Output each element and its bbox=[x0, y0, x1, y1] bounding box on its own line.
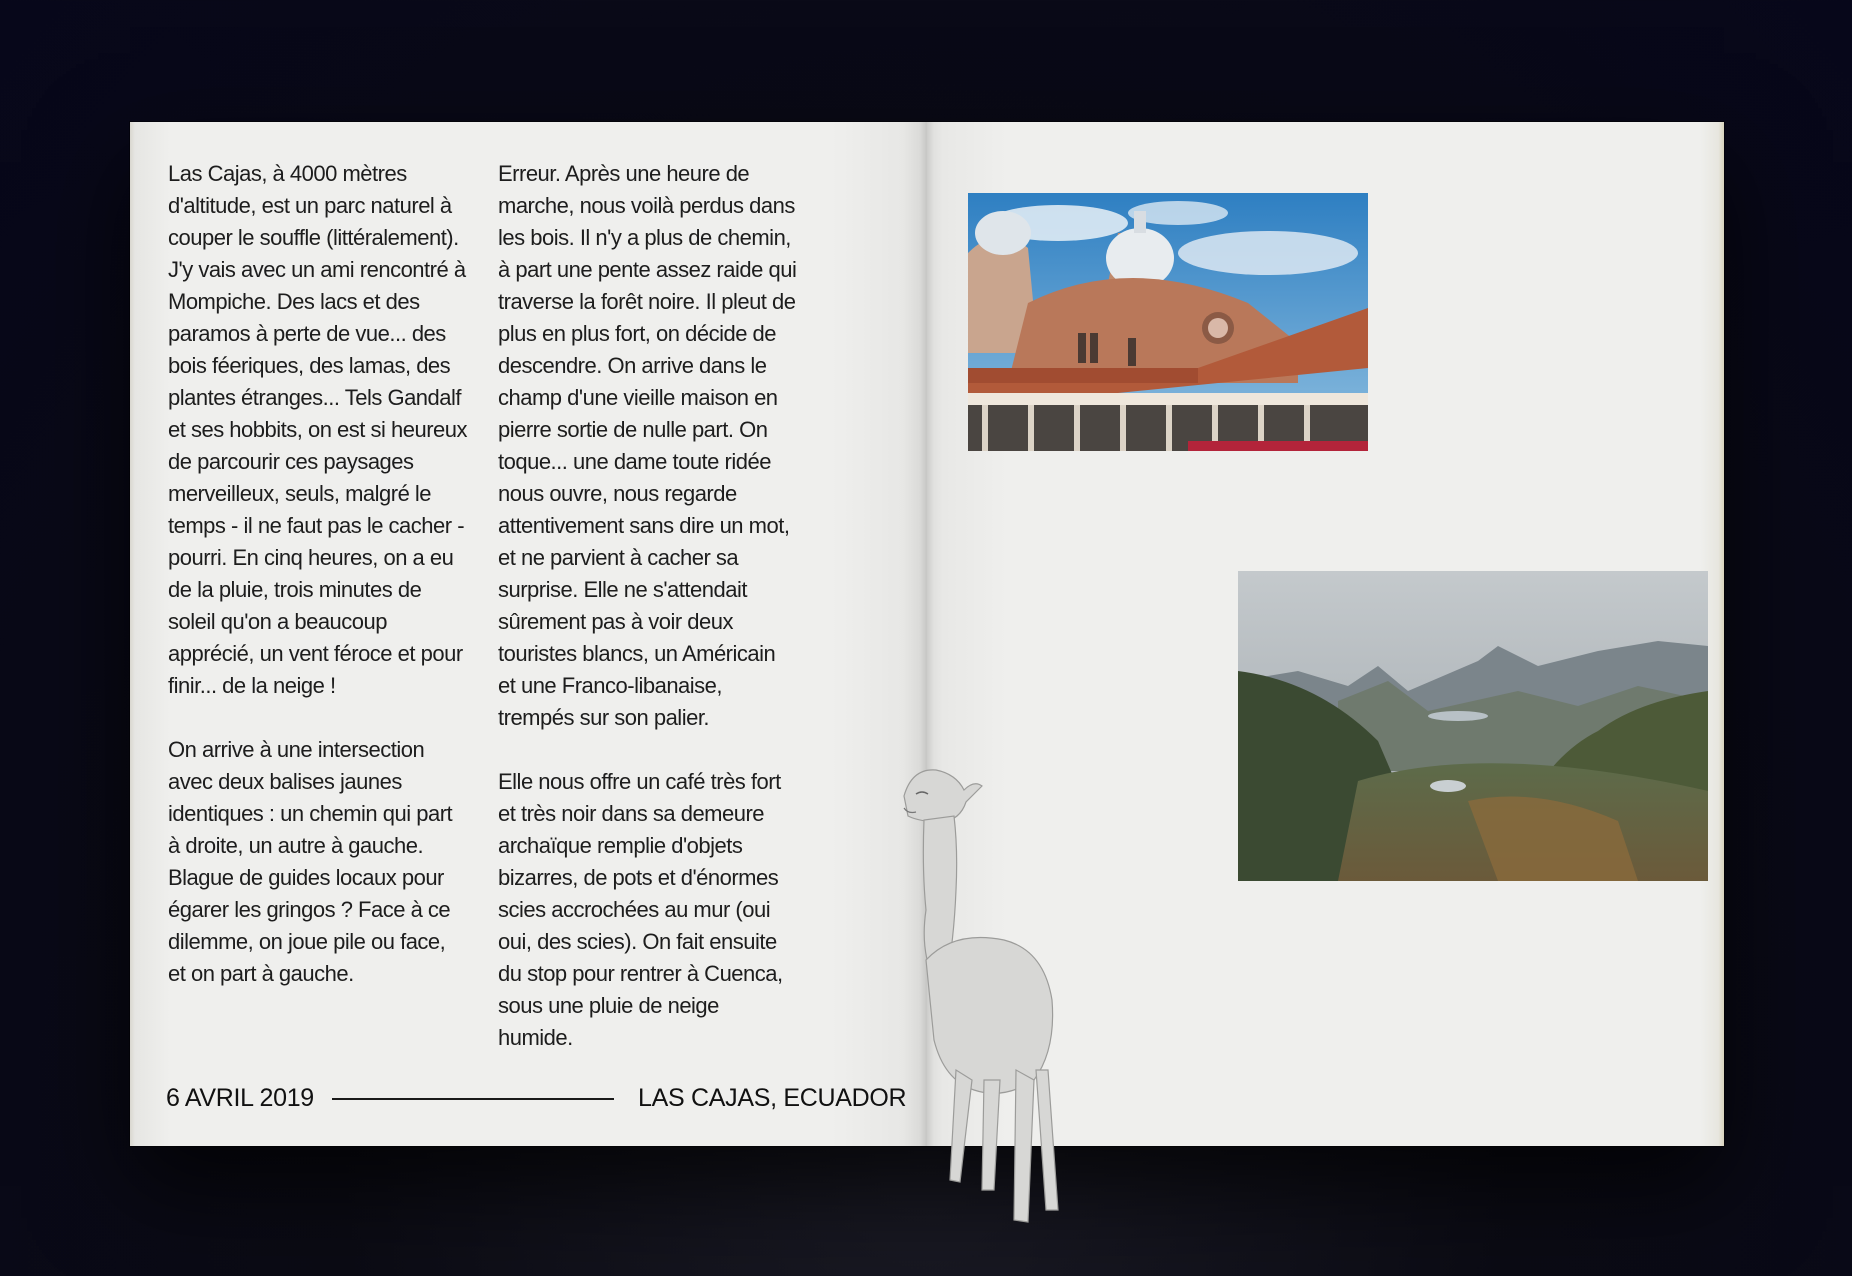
paragraph: Erreur. Après une heure de marche, nous voilà perdus dans les bois. Il n'y a plus de chemin, à part une pente assez raide qui traverse la forêt noire. Il pleut de plus en plus fort, on décide de descendre. On arrive dans le champ d'une vieille maison en pierre sortie de nulle part. On toque... une dame toute ridée nous ouvre, nous regarde attentivement sans dire un mot, et ne parvient à cacher sa surprise. Elle ne s'attendait sûrement pas à voir deux touristes blancs, un Américain et une Franco-libanaise, trempés sur son palier. bbox=[498, 161, 797, 730]
paragraph: On arrive à une intersection avec deux balises jaunes identiques : un chemin qui part à droite, un autre à gauche. Blague de guides locaux pour égarer les gringos ? Face à ce dilemme, on joue pile ou face, et on part à gauche. bbox=[168, 737, 453, 986]
footer-date: 6 AVRIL 2019 bbox=[166, 1084, 314, 1112]
text-column-2 bbox=[498, 158, 798, 1086]
text-column-1 bbox=[168, 158, 468, 1022]
paragraph: Las Cajas, à 4000 mètres d'altitude, est un parc naturel à couper le souffle (littéralement). J'y vais avec un ami rencontré à Mompiche. Des lacs et des paramos à perte de vue... des bois féeriques, des lamas, des plantes étranges... Tels Gandalf et ses hobbits, on est si heureux de parcourir ces paysages merveilleux, seuls, malgré le temps - il ne faut pas le cacher - pourri. En cinq heures, on a eu de la pluie, trois minutes de soleil qu'on a beaucoup apprécié, un vent féroce et pour finir... de la neige ! bbox=[168, 161, 468, 698]
mountain-landscape-photo bbox=[1238, 571, 1708, 881]
left-page bbox=[130, 122, 927, 1146]
magazine-spread bbox=[130, 122, 1724, 1146]
llama-illustration bbox=[864, 750, 1074, 1250]
footer-location: LAS CAJAS, ECUADOR bbox=[638, 1084, 907, 1112]
paragraph: Elle nous offre un café très fort et très noir dans sa demeure archaïque remplie d'objets bizarres, de pots et d'énormes scies accrochées au mur (oui oui, des scies). On fait ensuite du stop pour rentrer à Cuenca, sous une pluie de neige humide. bbox=[498, 769, 783, 1050]
cathedral-photo bbox=[968, 193, 1368, 451]
footer-divider bbox=[332, 1098, 614, 1100]
